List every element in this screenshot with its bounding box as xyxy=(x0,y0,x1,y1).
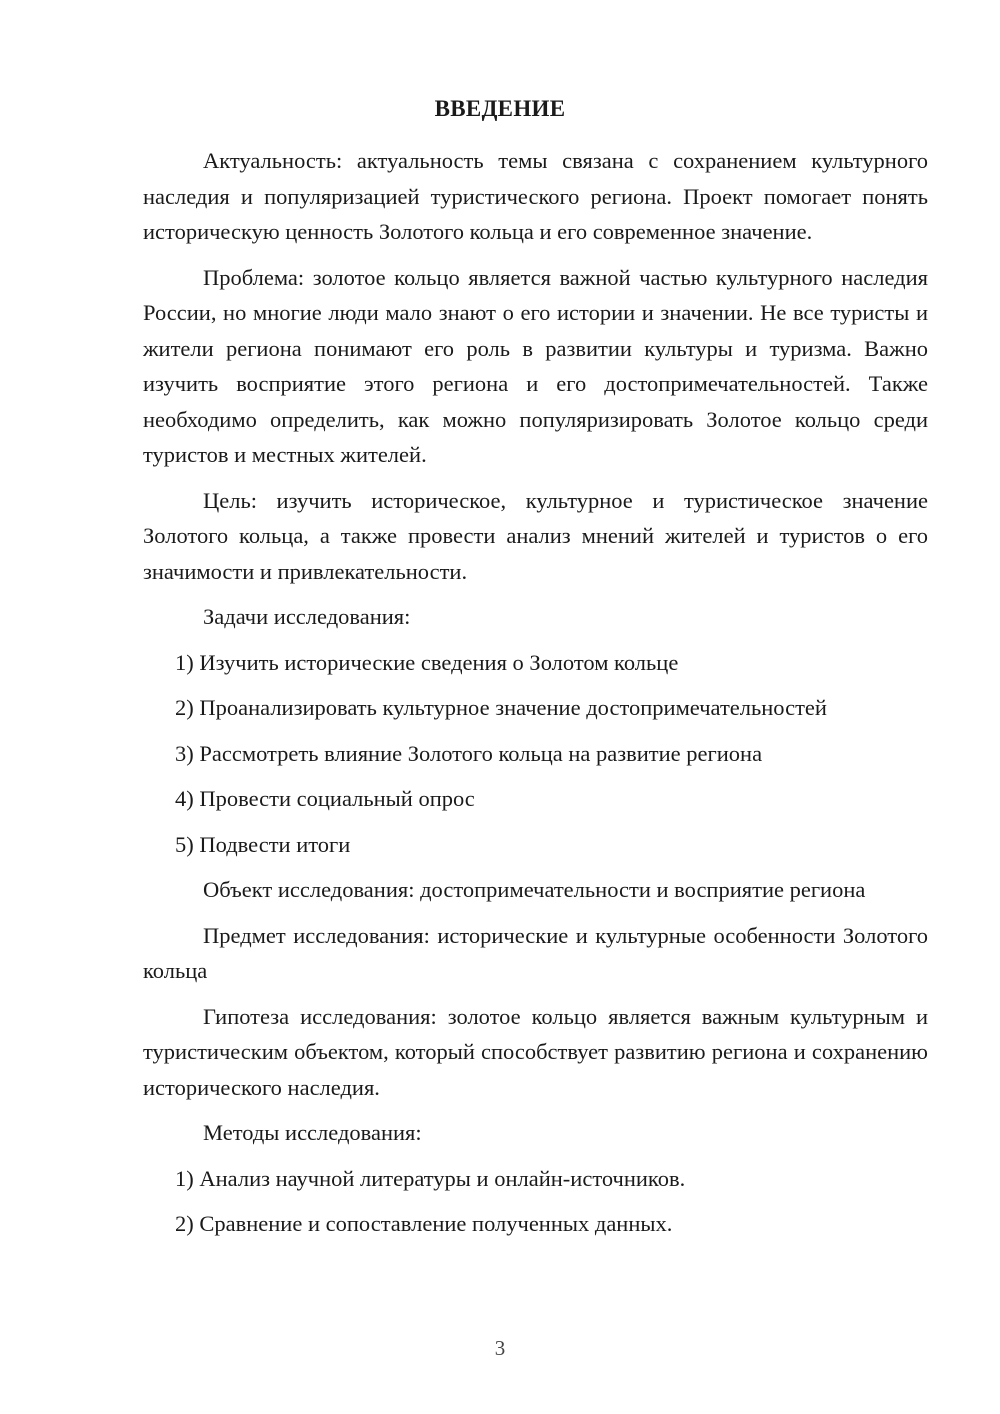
goal-paragraph: Цель: изучить историческое, культурное и туристическое значение Золотого кольца, а также провести анализ мнений жителей и туристов о его значимости и привлекательности. xyxy=(143,487,928,584)
task-item: 4) Провести социальный опрос xyxy=(175,786,475,811)
tasks-title: Задачи исследования: xyxy=(203,604,411,629)
hypothesis-paragraph: Гипотеза исследования: золотое кольцо является важным культурным и туристическим объектом, который способствует развитию региона и сохранению исторического наследия. xyxy=(143,1003,928,1100)
methods-title: Методы исследования: xyxy=(203,1120,422,1145)
method-item: 1) Анализ научной литературы и онлайн-источников. xyxy=(175,1165,686,1191)
object-paragraph: Объект исследования: достопримечательности и восприятие региона xyxy=(203,877,866,902)
document-body xyxy=(143,143,928,1252)
task-item: 2) Проанализировать культурное значение достопримечательностей xyxy=(175,695,827,720)
method-item: 2) Сравнение и сопоставление полученных данных. xyxy=(175,1211,673,1236)
page-number: 3 xyxy=(494,1336,506,1360)
problem-paragraph: Проблема: золотое кольцо является важной частью культурного наследия России, но многие люди мало знают о его истории и значении. Не все туристы и жители региона понимают его роль в развитии культуры и туризма. Важно изучить восприятие этого региона и его достопримечательностей. Также необходимо определить, как можно популяризировать Золотое кольцо среди туристов и местных жителей. xyxy=(143,264,928,467)
task-item: 1) Изучить исторические сведения о Золотом кольце xyxy=(175,649,679,675)
task-item: 3) Рассмотреть влияние Золотого кольца на развитие региона xyxy=(175,740,763,766)
section-heading: ВВЕДЕНИЕ xyxy=(434,96,566,121)
task-item: 5) Подвести итоги xyxy=(175,831,351,857)
subject-paragraph: Предмет исследования: исторические и культурные особенности Золотого кольца xyxy=(143,922,928,983)
relevance-paragraph: Актуальность: актуальность темы связана с сохранением культурного наследия и популяризацией туристического региона. Проект помогает понять историческую ценность Золотого кольца и его современное значение. xyxy=(143,148,928,244)
